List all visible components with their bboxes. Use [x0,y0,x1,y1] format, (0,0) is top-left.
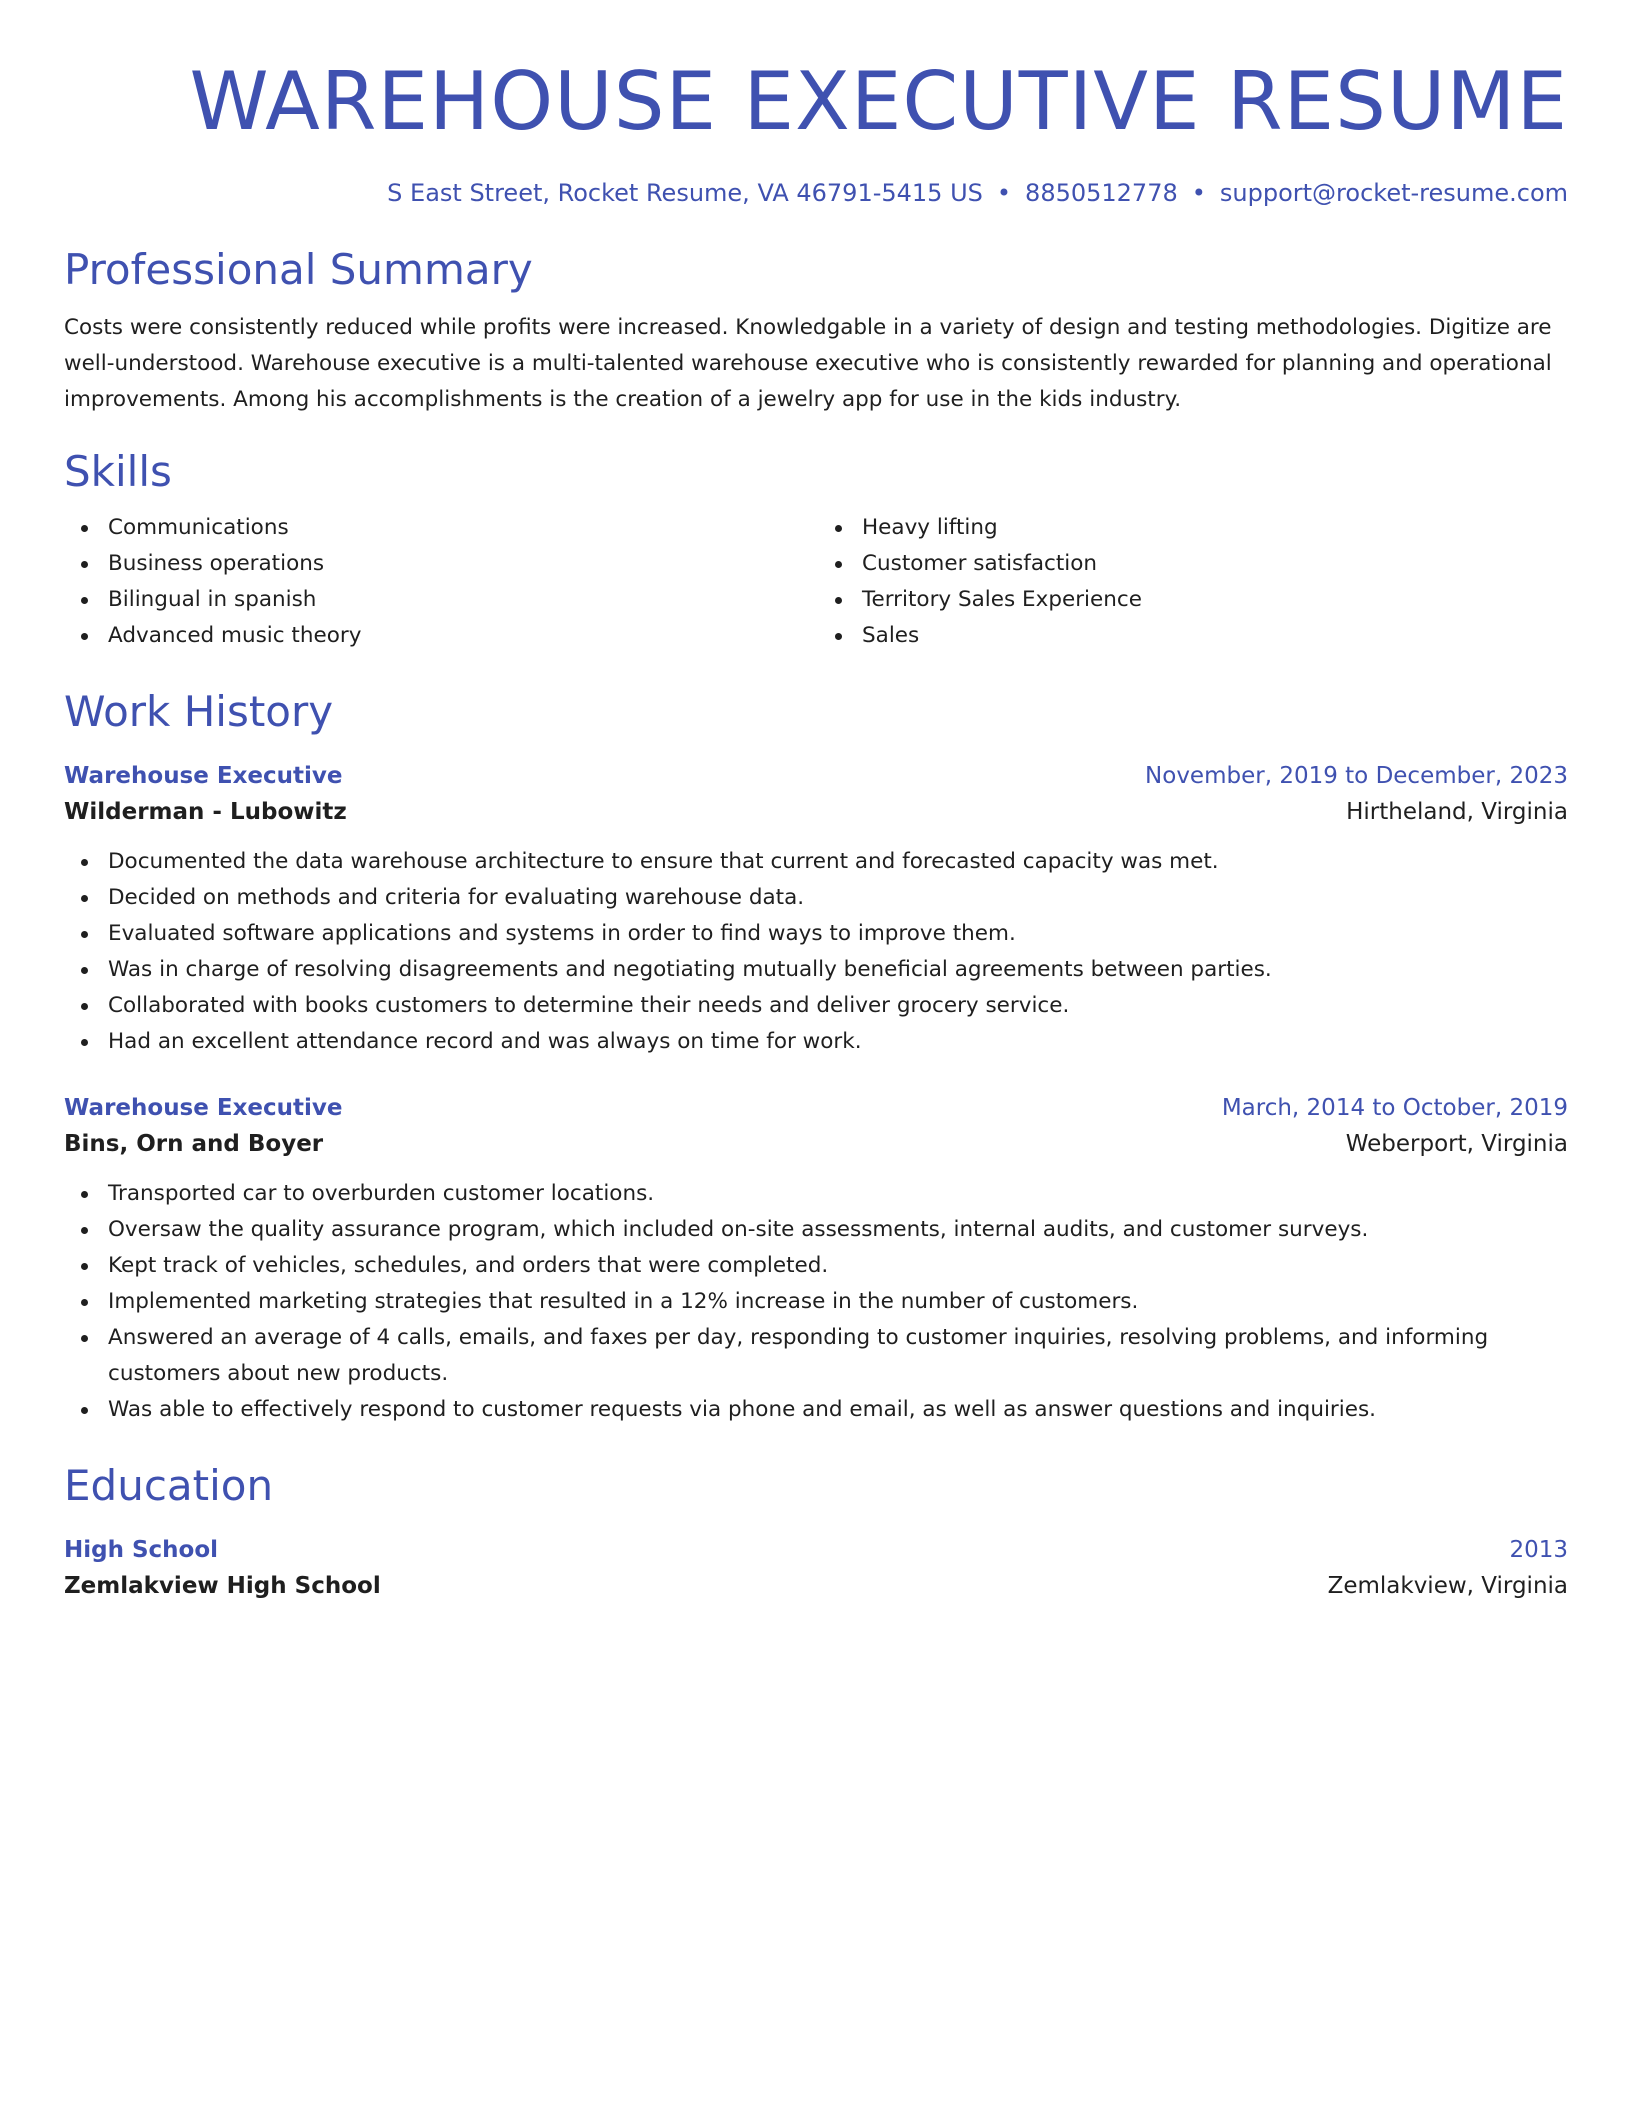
skill-item: Customer satisfaction [862,546,1568,582]
job-bullet: Documented the data warehouse architecture to ensure that current and forecasted capacity was met. [108,844,1568,880]
job-company-row [64,1126,1568,1162]
skill-item: Bilingual in spanish [108,582,816,618]
job-bullet: Transported car to overburden customer locations. [108,1176,1568,1212]
section-title-summary: Professional Summary [64,245,533,294]
skills-column-left [64,510,816,654]
skills-section [64,444,1568,654]
job-bullets [64,1176,1568,1428]
skill-item: Business operations [108,546,816,582]
skills-grid [64,510,1568,654]
education-section [64,1458,1568,1604]
resume-title: WAREHOUSE EXECUTIVE RESUME [189,55,1568,148]
job-bullet: Oversaw the quality assurance program, which included on-site assessments, internal audits, and customer surveys. [108,1212,1568,1248]
skill-item: Heavy lifting [862,510,1568,546]
phone: 8850512778 [1025,179,1178,207]
job-bullet: Had an excellent attendance record and was always on time for work. [108,1024,1568,1060]
job-location: Weberport, Virginia [1345,1131,1568,1157]
contact-line [64,176,1568,210]
job-title: Warehouse Executive [64,763,343,789]
education-header-row [64,1532,1568,1568]
section-title-work-history: Work History [64,687,334,736]
section-title-skills: Skills [64,447,172,496]
job-bullet: Was able to effectively respond to customer requests via phone and email, as well as answer questions and inquiries. [108,1392,1568,1428]
job-bullet: Kept track of vehicles, schedules, and orders that were completed. [108,1248,1568,1284]
education-location: Zemlakview, Virginia [1327,1573,1568,1599]
skill-item: Sales [862,618,1568,654]
job-company-row [64,794,1568,830]
education-year: 2013 [1509,1537,1568,1563]
job-bullet: Decided on methods and criteria for evaluating warehouse data. [108,880,1568,916]
job-bullet: Evaluated software applications and systems in order to find ways to improve them. [108,916,1568,952]
work-history-section [64,684,1568,1428]
email: support@rocket-resume.com [1219,179,1568,207]
summary-section [64,242,1568,418]
job-bullet: Implemented marketing strategies that resulted in a 12% increase in the number of customers. [108,1284,1568,1320]
job-entry [64,758,1568,1060]
job-header-row [64,1090,1568,1126]
job-company: Wilderman - Lubowitz [64,799,347,825]
separator: • [996,179,1012,207]
skills-column-right [816,510,1568,654]
summary-text: Costs were consistently reduced while profits were increased. Knowledgable in a variety of design and testing methodologies. Digitize are well-understood. Warehouse executive is a multi-talented warehouse executive who is consistently rewarded for planning and operational improvements. Among his accomplishments is the creation of a jewelry app for use in the kids industry. [64,315,1552,412]
education-school: Zemlakview High School [64,1573,381,1599]
skill-item: Territory Sales Experience [862,582,1568,618]
education-entry [64,1532,1568,1604]
job-entry [64,1090,1568,1428]
skill-item: Communications [108,510,816,546]
job-bullet: Collaborated with books customers to determine their needs and deliver grocery service. [108,988,1568,1024]
skill-item: Advanced music theory [108,618,816,654]
job-bullet: Answered an average of 4 calls, emails, and faxes per day, responding to customer inquiries, resolving problems, and informing customers about new products. [108,1320,1568,1392]
job-title: Warehouse Executive [64,1095,343,1121]
resume-header [64,52,1568,210]
job-dates: March, 2014 to October, 2019 [1221,1095,1568,1121]
job-bullets [64,844,1568,1060]
job-header-row [64,758,1568,794]
education-degree: High School [64,1537,219,1563]
job-location: Hirtheland, Virginia [1346,799,1568,825]
job-bullet: Was in charge of resolving disagreements and negotiating mutually beneficial agreements between parties. [108,952,1568,988]
address: S East Street, Rocket Resume, VA 46791-5415 US [387,179,983,207]
section-title-education: Education [64,1461,274,1510]
separator: • [1191,179,1206,207]
job-company: Bins, Orn and Boyer [64,1131,324,1157]
education-school-row [64,1568,1568,1604]
job-dates: November, 2019 to December, 2023 [1145,763,1568,789]
